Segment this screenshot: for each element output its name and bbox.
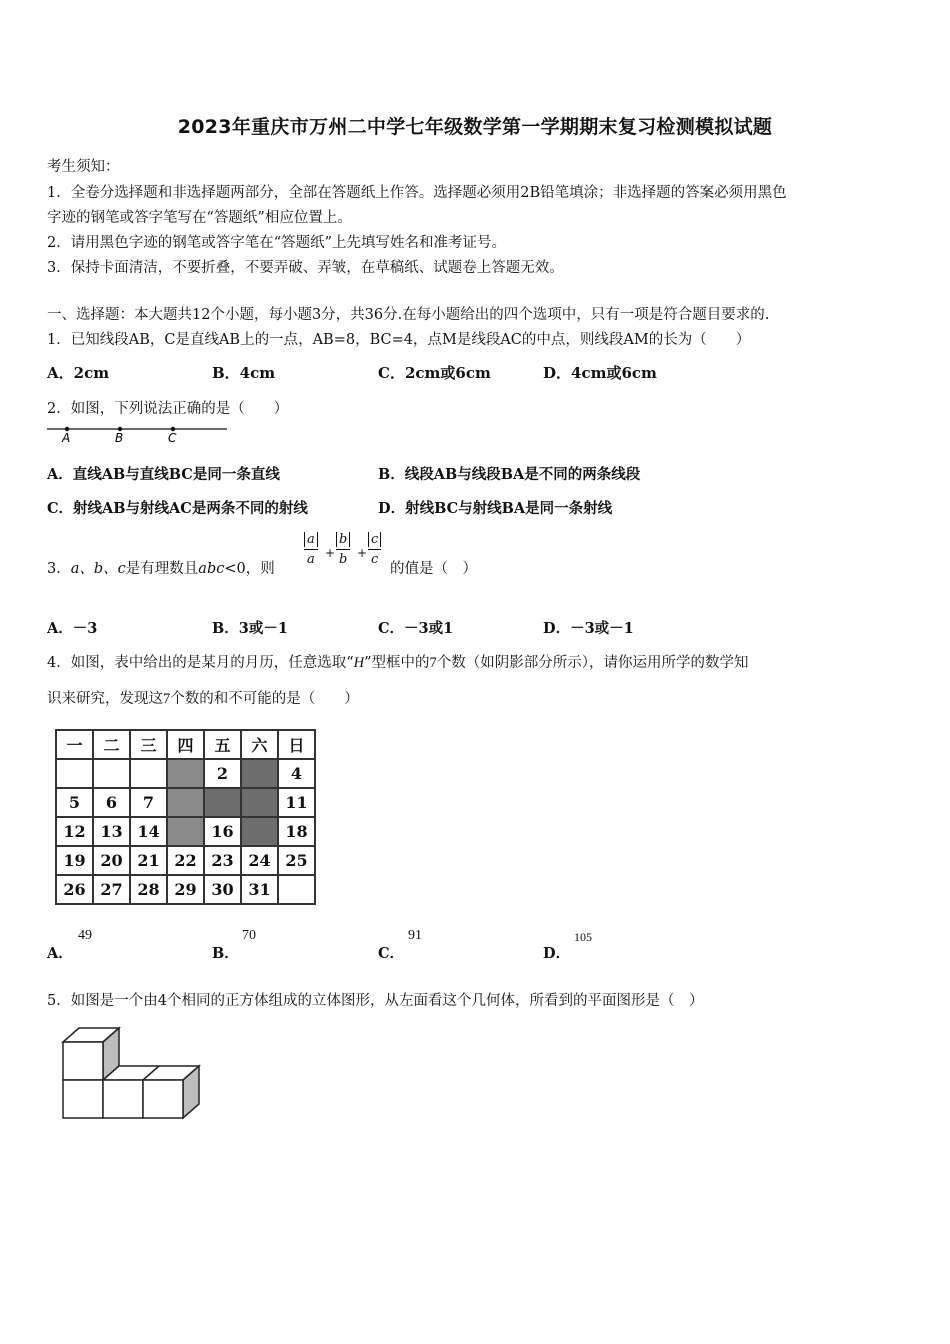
calendar-cell: 26 (56, 875, 93, 904)
calendar-header-cell: 四 (167, 730, 204, 759)
q3-number: 3． (47, 561, 71, 577)
calendar-header-cell: 二 (93, 730, 130, 759)
cube-front-1 (63, 1080, 103, 1118)
q4-option-a-label: A． (47, 945, 73, 962)
page-title: 2023年重庆市万州二中学七年级数学第一学期期末复习检测模拟试题 (177, 116, 773, 138)
calendar-header-cell: 六 (241, 730, 278, 759)
calendar-cell-shaded (241, 788, 278, 817)
calendar-cell: 29 (167, 875, 204, 904)
calendar-header-cell: 日 (278, 730, 315, 759)
q4-option-c-label: C． (378, 945, 405, 962)
notice-item-2: 2．请用黑色字迹的钢笔或答字笔在“答题纸”上先填写姓名和准考证号。 (47, 235, 507, 251)
q4-option-b-value: 70 (242, 928, 256, 943)
calendar-cell: 25 (278, 846, 315, 875)
q4-option-d-value: 105 (574, 930, 592, 944)
q2-option-b: B．线段AB与线段BA是不同的两条线段 (378, 466, 641, 483)
calendar-cell: 16 (204, 817, 241, 846)
calendar-cell: 14 (130, 817, 167, 846)
calendar-cell: 4 (278, 759, 315, 788)
q2-line-figure (45, 420, 230, 446)
q4-option-c-value: 91 (408, 928, 422, 943)
q1-option-a: A．2cm (47, 364, 110, 382)
q3-option-c: C．－3或1 (378, 620, 454, 637)
notice-item-3: 3．保持卡面清洁，不要折叠，不要弄破、弄皱，在草稿纸、试题卷上答题无效。 (47, 260, 564, 276)
calendar-cell-shaded (241, 817, 278, 846)
q2-option-c: C．射线AB与射线AC是两条不同的射线 (47, 500, 308, 517)
calendar-cell (93, 759, 130, 788)
notice-heading: 考生须知： (47, 159, 120, 175)
calendar-cell-shaded (241, 759, 278, 788)
calendar-header-cell: 五 (204, 730, 241, 759)
q2-option-a: A．直线AB与直线BC是同一条直线 (47, 466, 280, 483)
calendar-cell: 11 (278, 788, 315, 817)
q4-option-a-value: 49 (78, 928, 92, 943)
q3-vars: a、b、c (70, 561, 126, 577)
q1-option-d: D．4cm或6cm (543, 364, 657, 382)
calendar-cell: 5 (56, 788, 93, 817)
calendar-row (56, 846, 315, 875)
q2-stem: 2．如图，下列说法正确的是（ ） (47, 401, 289, 417)
q1-option-c: C．2cm或6cm (378, 364, 491, 382)
calendar-row (56, 788, 315, 817)
calendar-row (56, 875, 315, 904)
q4-option-d-label: D． (543, 945, 571, 962)
calendar-header-cell: 三 (130, 730, 167, 759)
calendar-header-row (56, 730, 315, 759)
calendar-cell: 30 (204, 875, 241, 904)
q3-text: 是有理数且 (125, 561, 199, 577)
calendar-cell: 27 (93, 875, 130, 904)
calendar-cell: 22 (167, 846, 204, 875)
q2-label-c: C (168, 431, 177, 445)
q3-fraction-c: c c (368, 532, 381, 567)
calendar-cell: 20 (93, 846, 130, 875)
cube-front-top (63, 1042, 103, 1080)
q4-option-b-label: B． (212, 945, 239, 962)
q1-stem: 1．已知线段AB，C是直线AB上的一点，AB=8，BC=4，点M是线段AC的中点，则线段AM的长为（ ） (47, 332, 751, 348)
section-heading: 一、选择题：本大题共12个小题，每小题3分，共36分.在每小题给出的四个选项中，只有一项是符合题目要求的. (47, 307, 770, 323)
q3-option-d: D．－3或－1 (543, 620, 634, 637)
q5-stem: 5．如图是一个由4个相同的正方体组成的立体图形，从左面看这个几何体，所看到的平面图形是（ ） (47, 993, 704, 1009)
calendar-cell-shaded (167, 788, 204, 817)
q3-fraction-a: a a (304, 532, 318, 567)
calendar-cell: 21 (130, 846, 167, 875)
q1-option-b: B．4cm (212, 364, 276, 382)
cube-front-2 (103, 1080, 143, 1118)
calendar-cell: 12 (56, 817, 93, 846)
calendar-cell: 2 (204, 759, 241, 788)
calendar-cell (56, 759, 93, 788)
q5-cube-figure (55, 1026, 215, 1124)
q3-option-a: A．－3 (47, 620, 98, 637)
calendar-cell (278, 875, 315, 904)
calendar-cell-shaded (167, 817, 204, 846)
calendar-cell: 18 (278, 817, 315, 846)
q4-stem-line2: 识来研究，发现这7个数的和不可能的是（ ） (47, 691, 359, 707)
calendar-cell: 19 (56, 846, 93, 875)
q3-cond: abc (198, 561, 225, 577)
calendar-header-cell: 一 (56, 730, 93, 759)
calendar-cell: 28 (130, 875, 167, 904)
calendar-cell (130, 759, 167, 788)
q2-label-b: B (115, 431, 124, 445)
calendar-cell-shaded (167, 759, 204, 788)
q4-calendar (55, 729, 316, 905)
notice-item-1-cont: 字迹的钢笔或答字笔写在“答题纸”相应位置上。 (47, 210, 352, 226)
calendar-cell: 13 (93, 817, 130, 846)
calendar-cell: 23 (204, 846, 241, 875)
q3-plus-1: + (325, 546, 336, 560)
q3-fraction-b: b b (336, 532, 350, 567)
q3-option-b: B．3或－1 (212, 620, 288, 637)
calendar-row (56, 759, 315, 788)
q4-stem-line1: 4．如图，表中给出的是某月的月历，任意选取“H”型框中的7个数（如阴影部分所示），请你运用所学的数学知 (47, 655, 749, 671)
calendar-cell: 24 (241, 846, 278, 875)
q3-stem-end: 的值是（ ） (390, 561, 477, 577)
calendar-cell: 7 (130, 788, 167, 817)
calendar-cell: 6 (93, 788, 130, 817)
q3-stem (47, 557, 275, 578)
calendar-cell-shaded (204, 788, 241, 817)
q3-lt: <0，则 (224, 561, 275, 577)
q2-label-a: A (62, 431, 71, 445)
q2-option-d: D．射线BC与射线BA是同一条射线 (378, 500, 613, 517)
calendar-cell: 31 (241, 875, 278, 904)
notice-item-1: 1．全卷分选择题和非选择题两部分，全部在答题纸上作答。选择题必须用2B铅笔填涂；非选择题的答案必须用黑色 (47, 185, 787, 201)
cube-front-3 (143, 1080, 183, 1118)
q3-plus-2: + (357, 546, 368, 560)
calendar-row (56, 817, 315, 846)
